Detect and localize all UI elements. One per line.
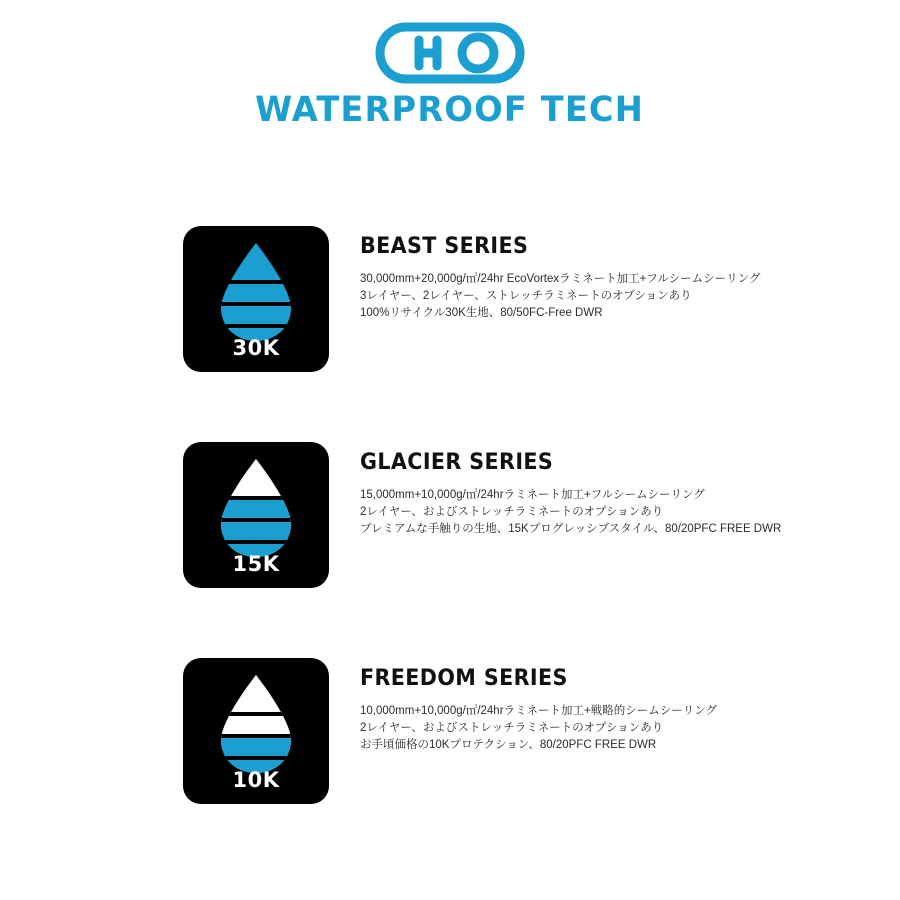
badge-15k [183, 442, 329, 588]
series-line: 2レイヤー、およびストレッチラミネートのオプションあり [360, 506, 664, 518]
series-list [0, 226, 900, 804]
droplet-icon-full [213, 240, 299, 344]
badge-30k [183, 226, 329, 372]
series-line: プレミアムな手触りの生地、15Kプログレッシブスタイル、80/20PFC FREE DWR [360, 523, 782, 535]
series-name: GLACIER SERIES [360, 450, 554, 475]
series-line: お手頃価格の10Kプロテクション、80/20PFC FREE DWR [360, 739, 657, 751]
badge-10k [183, 658, 329, 804]
series-text-block [329, 658, 717, 754]
droplet-icon-one-third [213, 672, 299, 776]
waterproof-capsule-logo-icon [375, 22, 525, 84]
series-line: 3レイヤー、2レイヤー、ストレッチラミネートのオプションあり [360, 290, 692, 302]
series-line: 10,000mm+10,000g/㎡/24hrラミネート加工+戦略的シームシーリング [360, 705, 718, 717]
page-header [0, 0, 900, 130]
series-line: 30,000mm+20,000g/㎡/24hr EcoVortexラミネート加工+フルシームシーリング [360, 273, 761, 285]
series-row [183, 658, 860, 804]
series-line: 2レイヤー、およびストレッチラミネートのオプションあり [360, 722, 664, 734]
series-name: BEAST SERIES [360, 234, 529, 259]
badge-level-label: 30K [232, 336, 280, 360]
droplet-icon-two-thirds [213, 456, 299, 560]
page-title: WATERPROOF TECH [255, 90, 645, 130]
series-name: FREEDOM SERIES [360, 666, 568, 691]
series-row [183, 226, 860, 372]
series-text-block [329, 442, 781, 538]
badge-level-label: 10K [232, 768, 280, 792]
series-line: 100%リサイクル30K生地、80/50FC-Free DWR [360, 307, 603, 319]
badge-level-label: 15K [232, 552, 280, 576]
series-line: 15,000mm+10,000g/㎡/24hrラミネート加工+フルシームシーリング [360, 489, 705, 501]
series-text-block [329, 226, 760, 322]
series-row [183, 442, 860, 588]
